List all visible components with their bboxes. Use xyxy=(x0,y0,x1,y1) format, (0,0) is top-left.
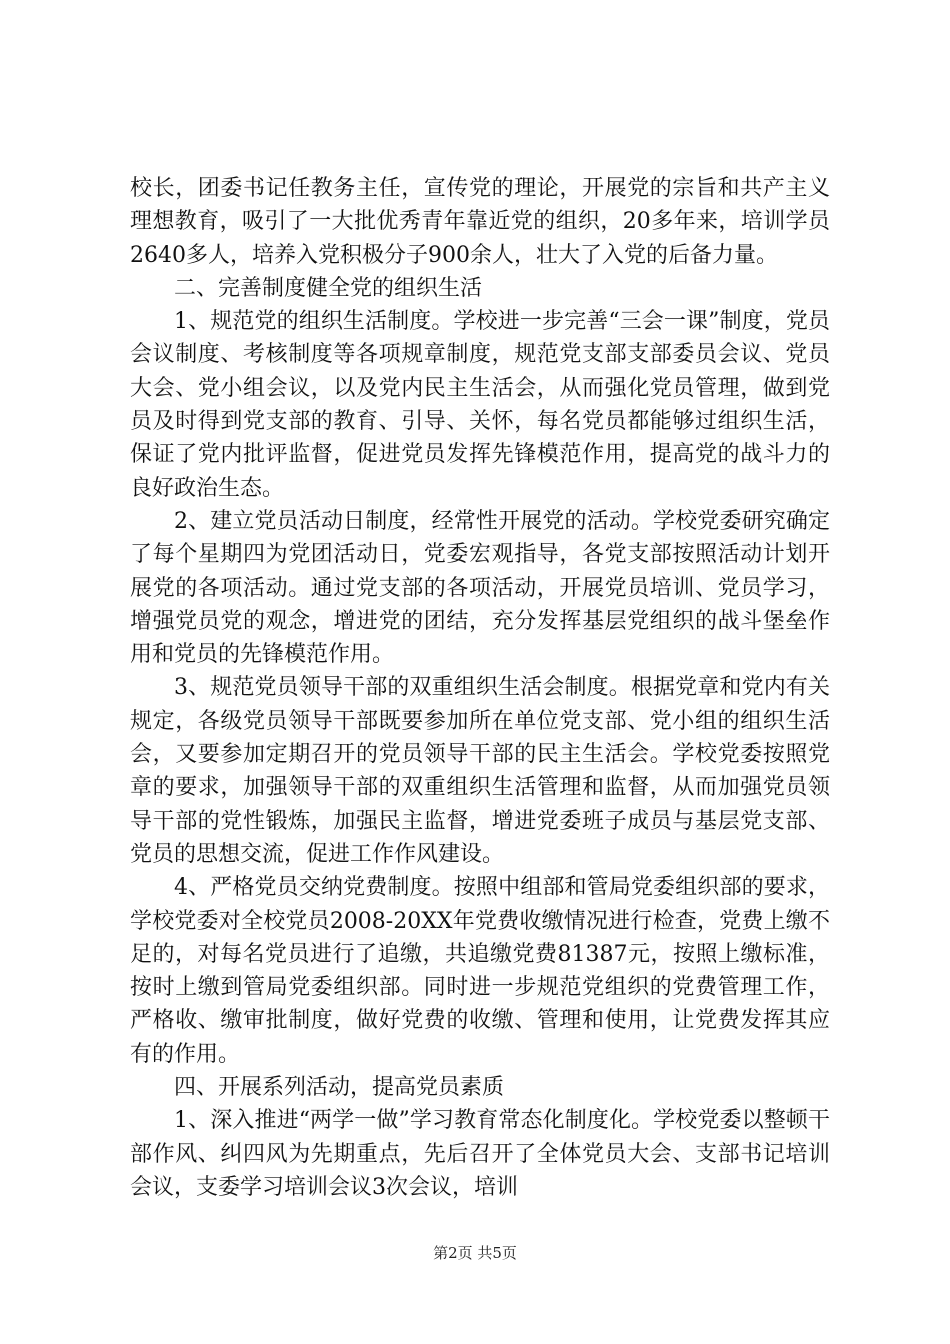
section-heading-4: 四、开展系列活动，提高党员素质 xyxy=(174,1075,505,1101)
paragraph-item-2: 2、建立党员活动日制度，经常性开展党的活动。学校党委研究确定了每个星期四为党团活动日，党委宏观指导，各党支部按照活动计划开展党的各项活动。通过党支部的各项活动，开展党员培训、党员学习，增强党员党的观念，增进党的团结，充分发挥基层党组织的战斗堡垒作用和党员的先锋模范作用。 xyxy=(130,508,830,668)
paragraph-continuation: 校长，团委书记任教务主任，宣传党的理论，开展党的宗旨和共产主义理想教育，吸引了一大批优秀青年靠近党的组织，20多年来，培训学员2640多人，培养入党积极分子900余人，壮大了入党的后备力量。 xyxy=(130,176,830,268)
paragraph-item-3: 3、规范党员领导干部的双重组织生活会制度。根据党章和党内有关规定，各级党员领导干部既要参加所在单位党支部、党小组的组织生活会，又要参加定期召开的党员领导干部的民主生活会。学校党委按照党章的要求，加强领导干部的双重组织生活管理和监督，从而加强党员领导干部的党性锻炼，加强民主监督，增进党委班子成员与基层党支部、党员的思想交流，促进工作作风建设。 xyxy=(130,675,830,867)
paragraph-item-4: 4、严格党员交纳党费制度。按照中组部和管局党委组织部的要求，学校党委对全校党员2008-20XX年党费收缴情况进行检查，党费上缴不足的，对每名党员进行了追缴，共追缴党费81387元，按照上缴标准，按时上缴到管局党委组织部。同时进一步规范党组织的党费管理工作，严格收、缴审批制度，做好党费的收缴、管理和使用，让党费发挥其应有的作用。 xyxy=(130,875,830,1067)
paragraph-item-1: 1、规范党的组织生活制度。学校进一步完善“三会一课”制度，党员会议制度、考核制度等各项规章制度，规范党支部支部委员会议、党员大会、党小组会议，以及党内民主生活会，从而强化党员管理，做到党员及时得到党支部的教育、引导、关怀，每名党员都能够过组织生活，保证了党内批评监督，促进党员发挥先锋模范作用，提高党的战斗力的良好政治生态。 xyxy=(130,309,830,501)
page-footer: 第2页 共5页 xyxy=(433,1244,517,1262)
document-body xyxy=(130,172,830,1204)
section-heading-2: 二、完善制度健全党的组织生活 xyxy=(174,275,483,301)
paragraph-item-4-1: 1、深入推进“两学一做”学习教育常态化制度化。学校党委以整顿干部作风、纠四风为先期重点，先后召开了全体党员大会、支部书记培训会议，支委学习培训会议3次会议，培训 xyxy=(130,1108,830,1200)
